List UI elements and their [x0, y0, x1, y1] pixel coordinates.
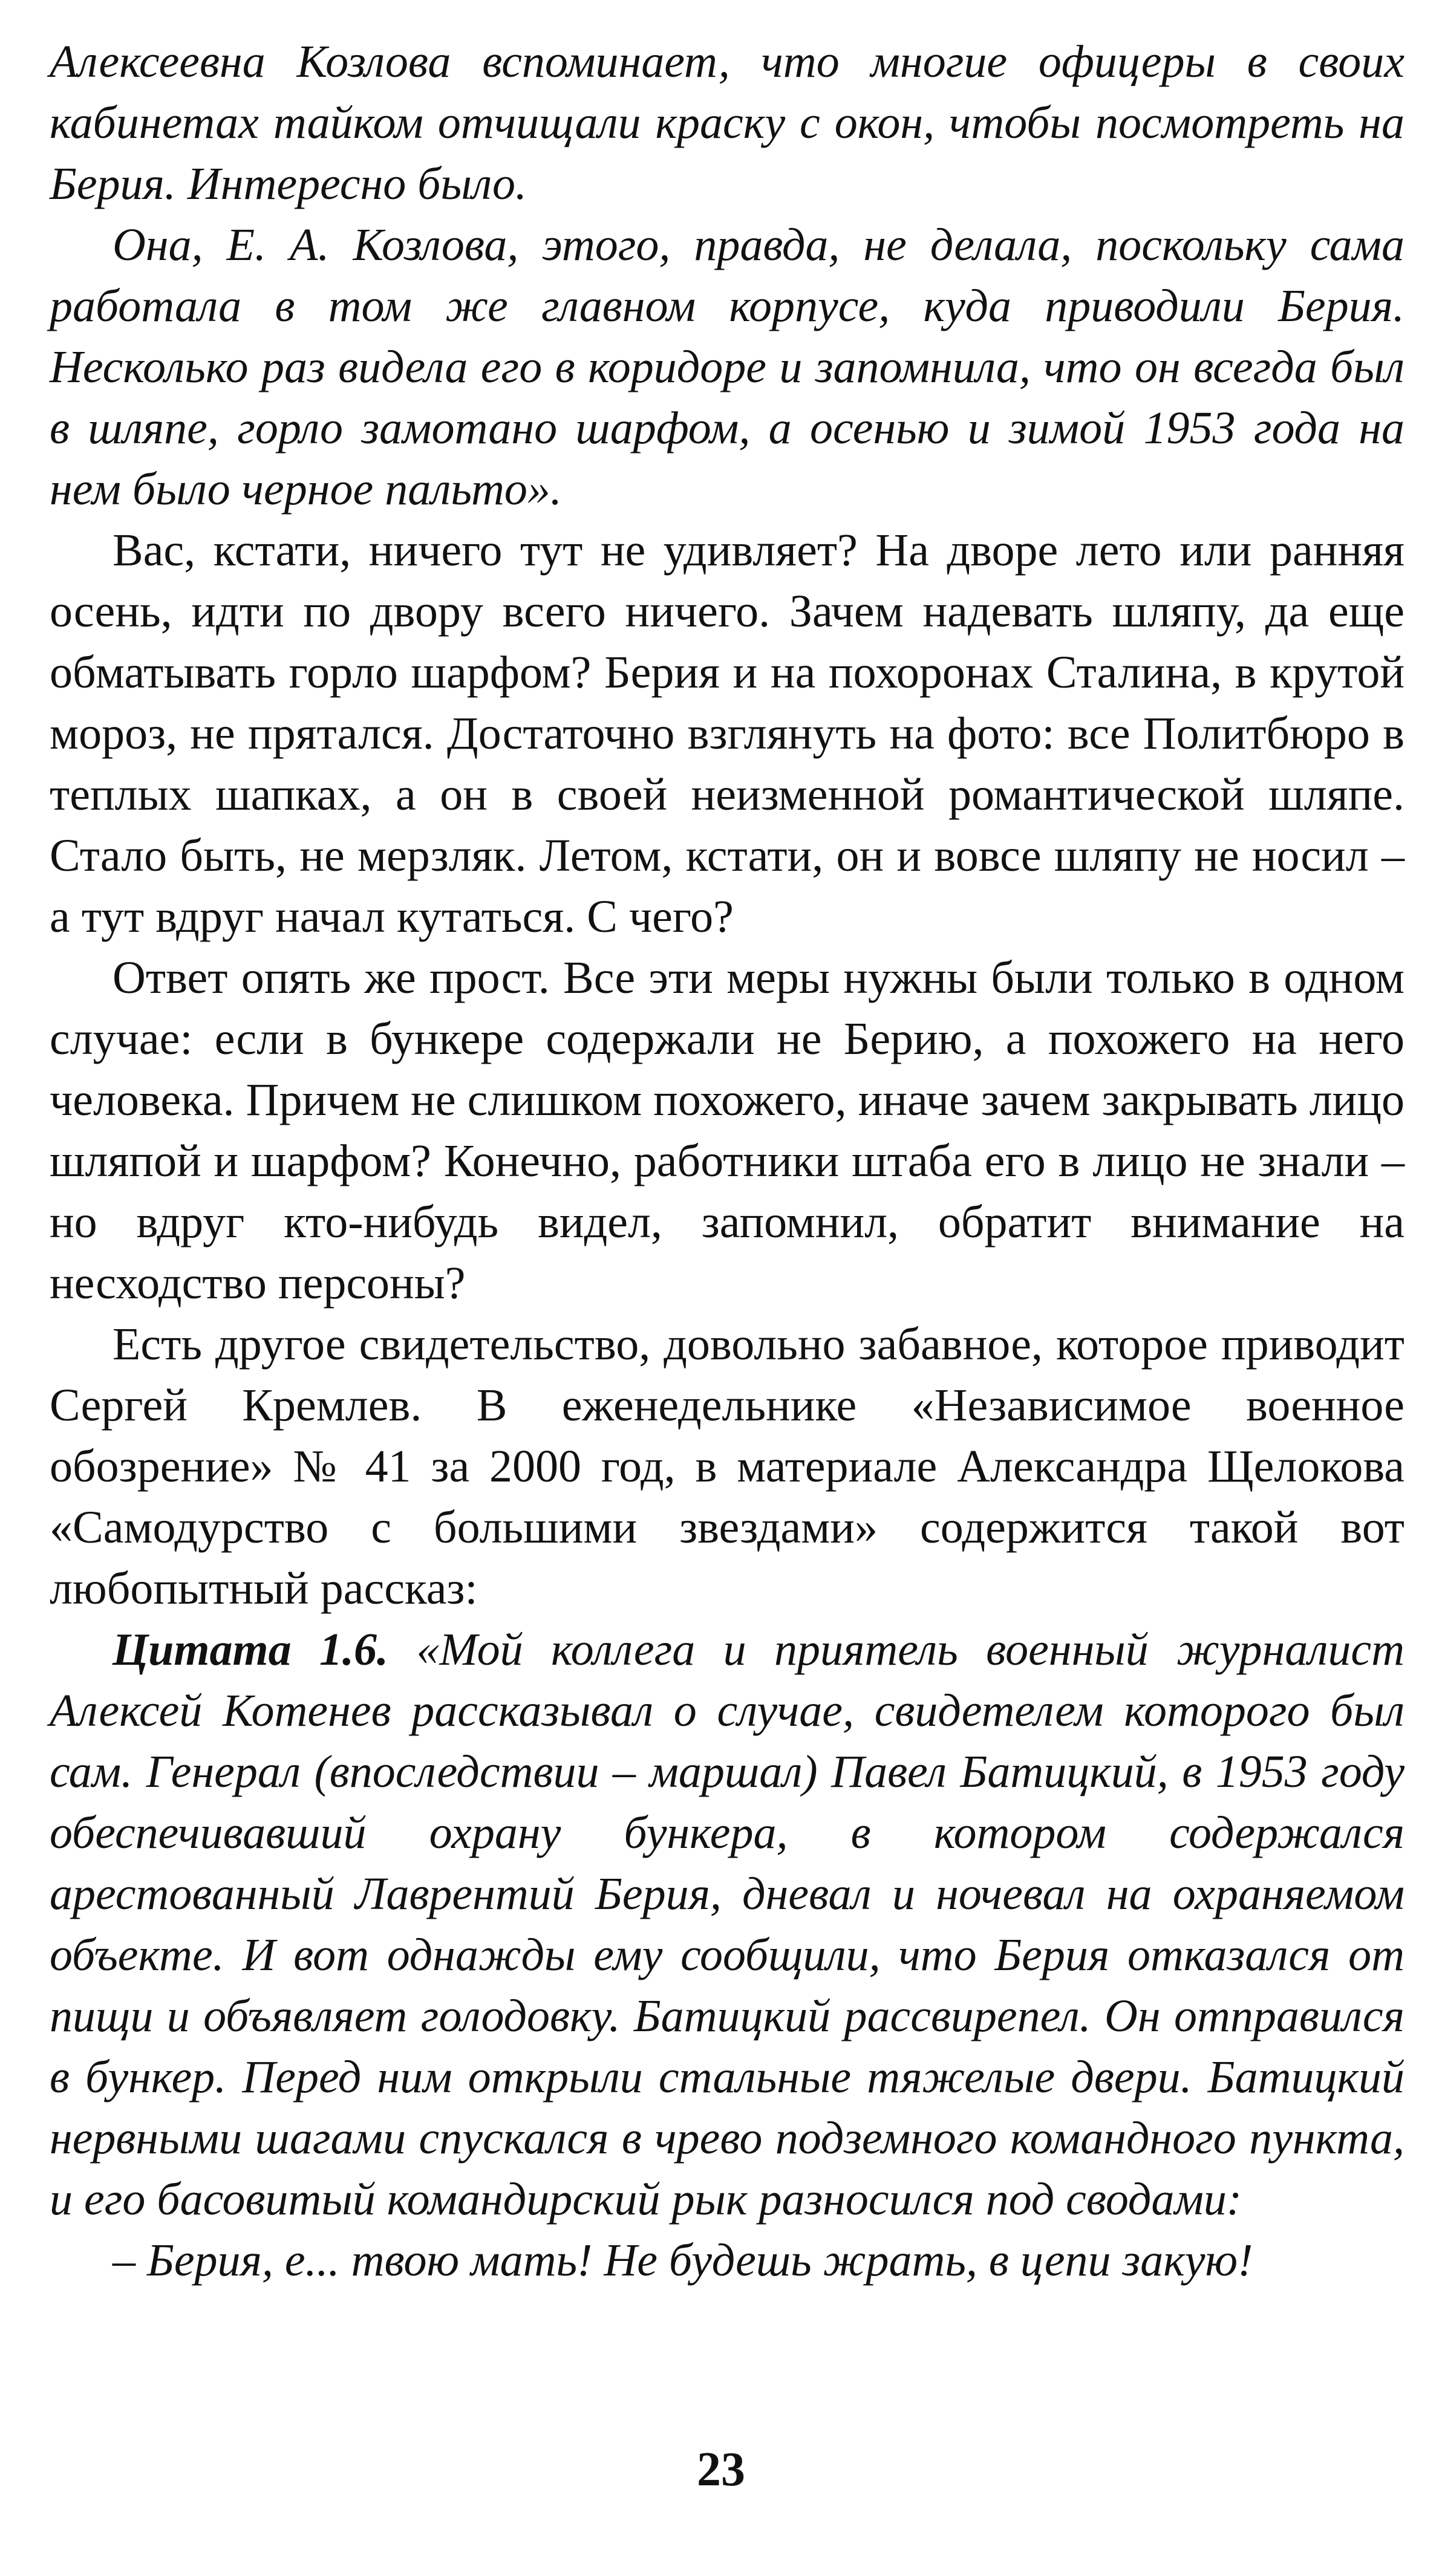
book-page [50, 31, 1404, 2523]
speech-line: – Берия, е... твою мать! Не будешь жрать, в цепи закую! [113, 2235, 1253, 2286]
paragraph-kremlev-testimony: Есть другое свидетельство, довольно забавное, которое приводит Сергей Кремлев. В еженедельнике «Независимое военное обозрение» № 41 за 2000 год, в материале Александра Щелокова «Самодурство с большими звездами» содержится такой вот любопытный рассказ: [50, 1319, 1404, 1614]
quote-paragraph [50, 1619, 1404, 2230]
paragraph-kozlova-hat-scarf: Она, Е. А. Козлова, этого, правда, не делала, поскольку сама работала в том же главном корпусе, куда приводили Берия. Несколько раз видела его в коридоре и запомнила, что он всегда был в шляпе, горло замотано шарфом, а осенью и зимой 1953 года на нем было черное пальто». [50, 220, 1404, 515]
paragraph-answer-double: Ответ опять же прост. Все эти меры нужны были только в одном случае: если в бункере содержали не Берию, а похожего на него человека. Причем не слишком похожего, иначе зачем закрывать лицо шляпой и шарфом? Конечно, работники штаба его в лицо не знали – но вдруг кто-нибудь видел, запомнил, обратит внимание на несходство персоны? [50, 952, 1404, 1309]
quote-label: Цитата 1.6. [113, 1624, 388, 1675]
paragraph-question-hat: Вас, кстати, ничего тут не удивляет? На дворе лето или ранняя осень, идти по двору всего ничего. Зачем надевать шляпу, да еще обматывать горло шарфом? Берия и на похоронах Сталина, в крутой мороз, не прятался. Достаточно взглянуть на фото: все Политбюро в теплых шапках, а он в своей неизменной романтической шляпе. Стало быть, не мерзляк. Летом, кстати, он и вовсе шляпу не носил – а тут вдруг начал кутаться. С чего? [50, 525, 1404, 942]
paragraph-kozlova-recollection: Алексеевна Козлова вспоминает, что многие офицеры в своих кабинетах тайком отчищали краску с окон, чтобы посмотреть на Берия. Интересно было. [50, 36, 1404, 209]
quote-text: «Мой коллега и приятель военный журналист Алексей Котенев рассказывал о случае, свидетелем которого был сам. Генерал (впоследствии – маршал) Павел Батицкий, в 1953 году обеспечивавший охрану бункера, в котором содержался арестованный Лаврентий Берия, дневал и ночевал на охраняемом объекте. И вот однажды ему сообщили, что Берия отказался от пищи и объявляет голодовку. Батицкий рассвирепел. Он отправился в бункер. Перед ним открыли стальные тяжелые двери. Батицкий нервными шагами спускался в чрево подземного командного пункта, и его басовитый командирский рык разносился под сводами: [50, 1624, 1404, 2225]
page-number: 23 [697, 2443, 745, 2496]
